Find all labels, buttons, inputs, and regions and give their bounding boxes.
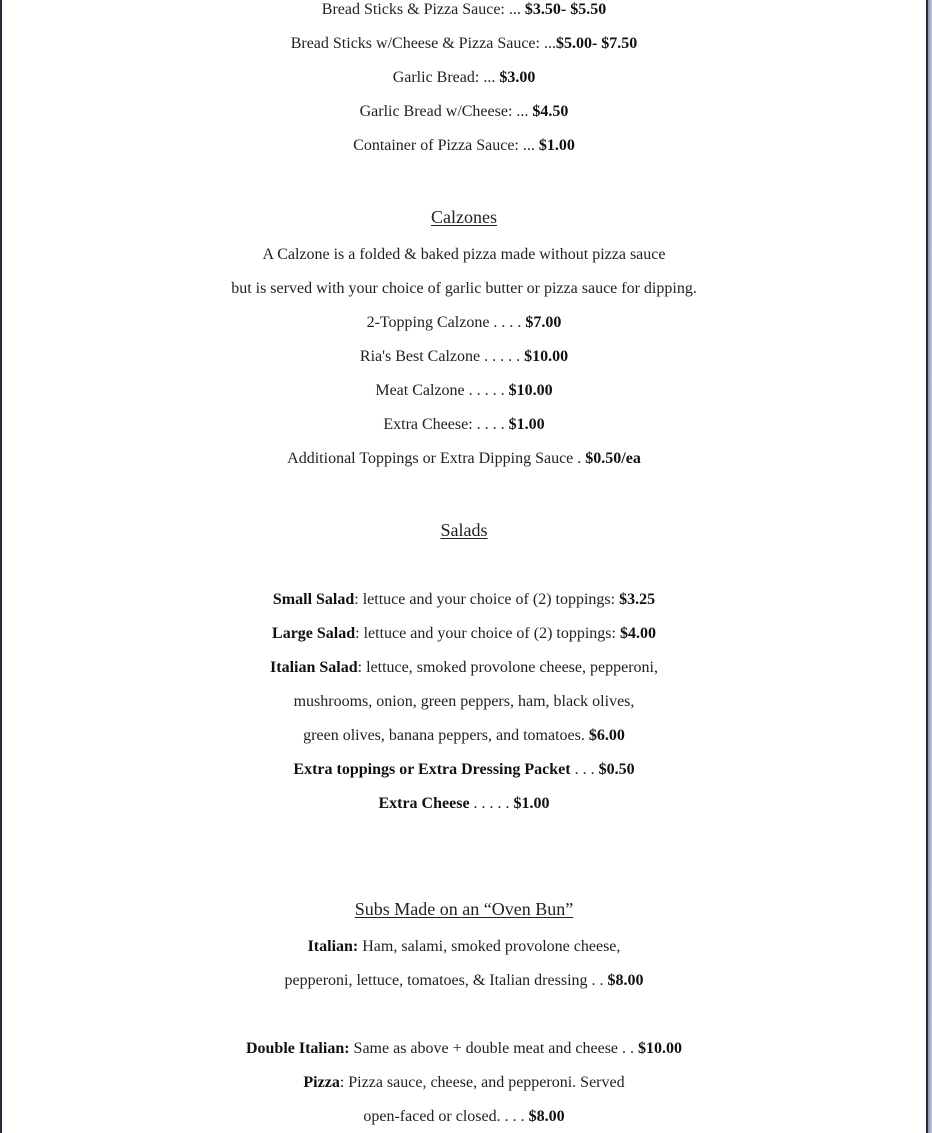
item-name: Pizza bbox=[303, 1074, 340, 1091]
item-dots: . . . bbox=[570, 761, 599, 778]
item-name: Italian Salad bbox=[270, 659, 358, 676]
menu-item-italian-salad bbox=[0, 658, 928, 678]
item-description: Same as above + double meat and cheese . . bbox=[349, 1040, 639, 1057]
page-border-left bbox=[0, 0, 2, 1133]
menu-item-extra-toppings-dressing bbox=[0, 760, 928, 780]
section-title-calzones: Calzones bbox=[431, 207, 497, 227]
item-label: Bread Sticks & Pizza Sauce: ... bbox=[321, 1, 525, 18]
item-price: $0.50/ea bbox=[585, 450, 641, 467]
menu-item-small-salad bbox=[0, 590, 928, 610]
item-price: $1.00 bbox=[508, 416, 545, 433]
section-title-salads: Salads bbox=[440, 520, 488, 540]
menu-item-italian-sub bbox=[0, 937, 928, 957]
item-price: $4.00 bbox=[619, 625, 656, 642]
item-price: $10.00 bbox=[508, 382, 553, 399]
item-name: Small Salad bbox=[272, 591, 355, 608]
menu-item-salad-extra-cheese bbox=[0, 794, 928, 814]
item-label: Bread Sticks w/Cheese & Pizza Sauce: ... bbox=[290, 35, 556, 52]
item-description: : lettuce and your choice of (2) toppings: bbox=[354, 591, 620, 608]
item-label: Garlic Bread: ... bbox=[392, 69, 500, 86]
menu-item-double-italian-sub bbox=[0, 1039, 928, 1059]
item-name: Extra toppings or Extra Dressing Packet bbox=[293, 761, 571, 778]
item-price: $3.25 bbox=[619, 591, 656, 608]
italian-salad-description-line-3 bbox=[0, 726, 928, 746]
item-price: $7.00 bbox=[525, 314, 562, 331]
item-description: green olives, banana peppers, and tomatoes. bbox=[303, 727, 589, 744]
italian-salad-description-line-2: mushrooms, onion, green peppers, ham, black olives, bbox=[293, 693, 635, 710]
window-edge-shadow bbox=[928, 0, 932, 1133]
item-price: $10.00 bbox=[638, 1040, 683, 1057]
menu-item-garlic-bread bbox=[0, 68, 928, 88]
item-price: $10.00 bbox=[524, 348, 569, 365]
item-price: $5.00- $7.50 bbox=[555, 35, 638, 52]
item-label: Additional Toppings or Extra Dipping Sauce . bbox=[287, 450, 586, 467]
item-dots: . . . . . bbox=[469, 795, 514, 812]
item-label: Extra Cheese: . . . . bbox=[383, 416, 509, 433]
item-price: $1.00 bbox=[513, 795, 550, 812]
item-description: pepperoni, lettuce, tomatoes, & Italian dressing . . bbox=[284, 972, 608, 989]
menu-item-meat-calzone bbox=[0, 381, 928, 401]
menu-item-additional-toppings bbox=[0, 449, 928, 469]
item-price: $3.50- $5.50 bbox=[524, 1, 607, 18]
item-price: $6.00 bbox=[588, 727, 625, 744]
item-name: Italian: bbox=[307, 938, 359, 955]
menu-item-pizza-sub bbox=[0, 1073, 928, 1093]
item-label: Garlic Bread w/Cheese: ... bbox=[359, 103, 533, 120]
item-label: Container of Pizza Sauce: ... bbox=[353, 137, 539, 154]
pizza-sub-description-line-2 bbox=[0, 1107, 928, 1127]
item-description: open-faced or closed. . . . bbox=[363, 1108, 529, 1125]
item-price: $8.00 bbox=[528, 1108, 565, 1125]
item-label: Meat Calzone . . . . . bbox=[375, 382, 509, 399]
item-price: $4.50 bbox=[532, 103, 569, 120]
item-label: Ria's Best Calzone . . . . . bbox=[359, 348, 525, 365]
item-price: $1.00 bbox=[538, 137, 575, 154]
menu-item-garlic-bread-cheese bbox=[0, 102, 928, 122]
item-label: 2-Topping Calzone . . . . bbox=[366, 314, 526, 331]
section-title-subs: Subs Made on an “Oven Bun” bbox=[354, 899, 574, 919]
menu-item-pizza-sauce-container bbox=[0, 136, 928, 156]
calzone-description-line-1: A Calzone is a folded & baked pizza made without pizza sauce bbox=[262, 246, 666, 263]
item-name: Extra Cheese bbox=[378, 795, 470, 812]
item-name: Large Salad bbox=[272, 625, 356, 642]
menu-item-bread-sticks-sauce bbox=[0, 0, 928, 20]
menu-item-large-salad bbox=[0, 624, 928, 644]
item-price: $8.00 bbox=[607, 972, 644, 989]
item-description: : lettuce and your choice of (2) toppings: bbox=[355, 625, 620, 642]
menu-item-2-topping-calzone bbox=[0, 313, 928, 333]
item-price: $3.00 bbox=[499, 69, 536, 86]
item-description: : Pizza sauce, cheese, and pepperoni. Served bbox=[339, 1074, 625, 1091]
calzone-description-line-2: but is served with your choice of garlic butter or pizza sauce for dipping. bbox=[231, 280, 697, 297]
item-name: Double Italian: bbox=[245, 1040, 350, 1057]
menu-item-bread-sticks-cheese bbox=[0, 34, 928, 54]
italian-sub-description-line-2 bbox=[0, 971, 928, 991]
item-description: : lettuce, smoked provolone cheese, pepperoni, bbox=[357, 659, 658, 676]
item-price: $0.50 bbox=[598, 761, 635, 778]
menu-item-rias-best-calzone bbox=[0, 347, 928, 367]
menu-item-calzone-extra-cheese bbox=[0, 415, 928, 435]
item-description: Ham, salami, smoked provolone cheese, bbox=[358, 938, 621, 955]
